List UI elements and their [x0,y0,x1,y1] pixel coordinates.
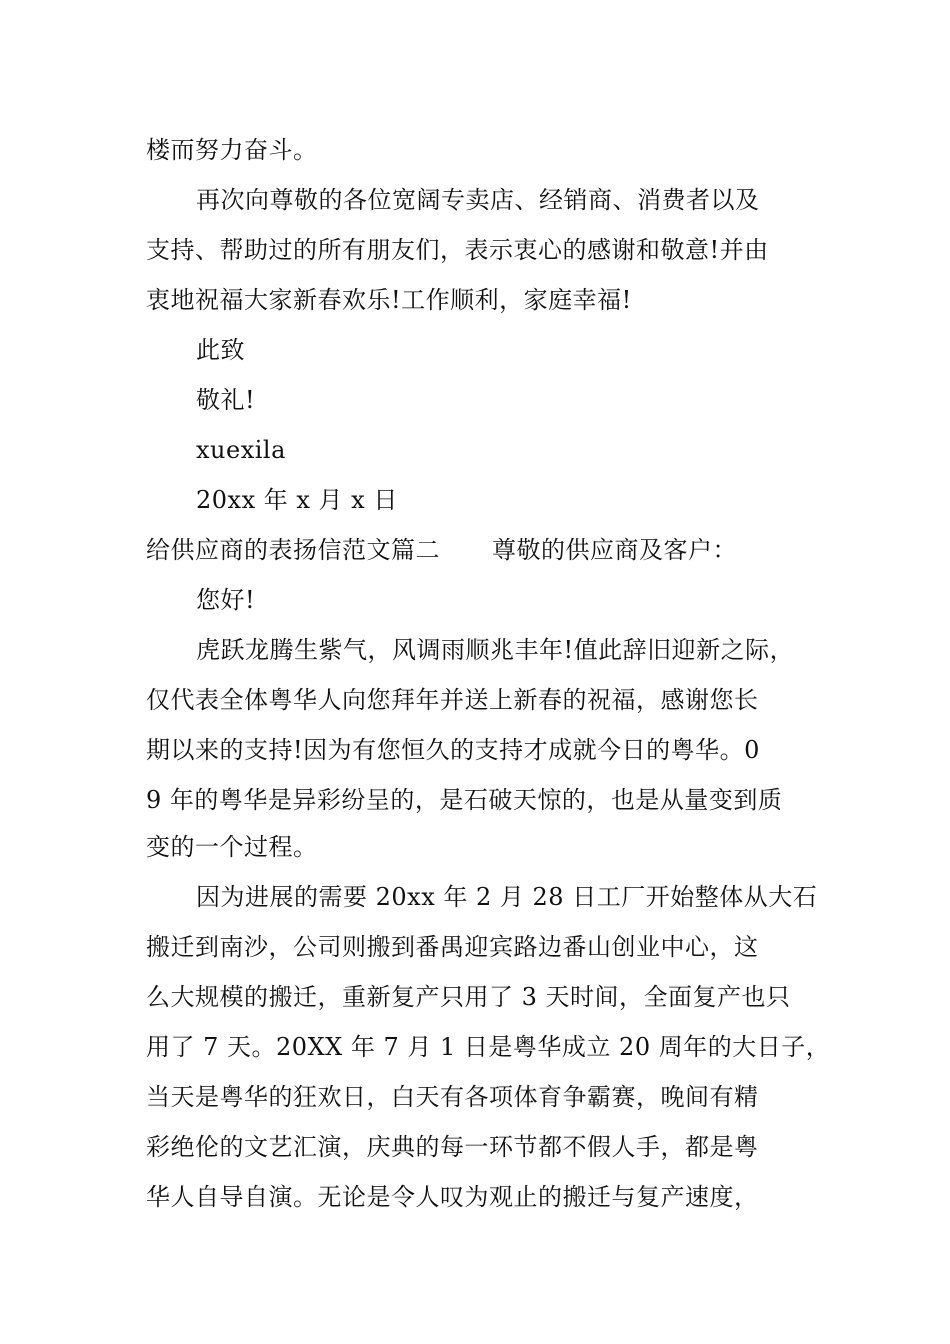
text-line: 楼而努力奋斗。 [146,136,318,164]
text-line: xuexila [196,436,286,464]
text-line: 变的一个过程。 [146,833,318,861]
text-line: 当天是粤华的狂欢日，白天有各项体育争霸赛，晚间有精 [146,1083,759,1111]
text-line: 么大规模的搬迁，重新复产只用了 3 天时间，全面复产也只 [146,983,791,1011]
text-line: 华人自导自演。无论是令人叹为观止的搬迁与复产速度， [146,1183,759,1211]
text-line: 衷地祝福大家新春欢乐!工作顺利，家庭幸福! [146,286,632,314]
text-line: 此致 [196,336,245,364]
text-line: 再次向尊敬的各位宽阔专卖店、经销商、消费者以及 [196,186,760,214]
text-line: 您好! [196,586,256,614]
text-line: 支持、帮助过的所有朋友们，表示衷心的感谢和敬意!并由 [146,236,769,264]
text-line: 用了 7 天。20XX 年 7 月 1 日是粤华成立 20 周年的大日子， [146,1033,831,1061]
text-line: 敬礼! [196,386,256,414]
section-heading [146,535,737,565]
text-line: 因为进展的需要 20xx 年 2 月 28 日工厂开始整体从大石 [196,883,818,911]
text-line: 9 年的粤华是异彩纷呈的，是石破天惊的，也是从量变到质 [146,786,783,814]
text-line: 期以来的支持!因为有您恒久的支持才成就今日的粤华。0 [146,736,760,764]
text-line: 仅代表全体粤华人向您拜年并送上新春的祝福，感谢您长 [146,686,759,714]
text-line: 搬迁到南沙，公司则搬到番禺迎宾路边番山创业中心，这 [146,933,759,961]
salutation: 尊敬的供应商及客户： [492,536,737,564]
text-line: 彩绝伦的文艺汇演，庆典的每一环节都不假人手，都是粤 [146,1133,759,1161]
heading-title: 给供应商的表扬信范文篇二 [146,536,440,564]
text-line: 虎跃龙腾生紫气，风调雨顺兆丰年!值此辞旧迎新之际， [196,636,795,664]
text-line: 20xx 年 x 月 x 日 [196,486,398,514]
